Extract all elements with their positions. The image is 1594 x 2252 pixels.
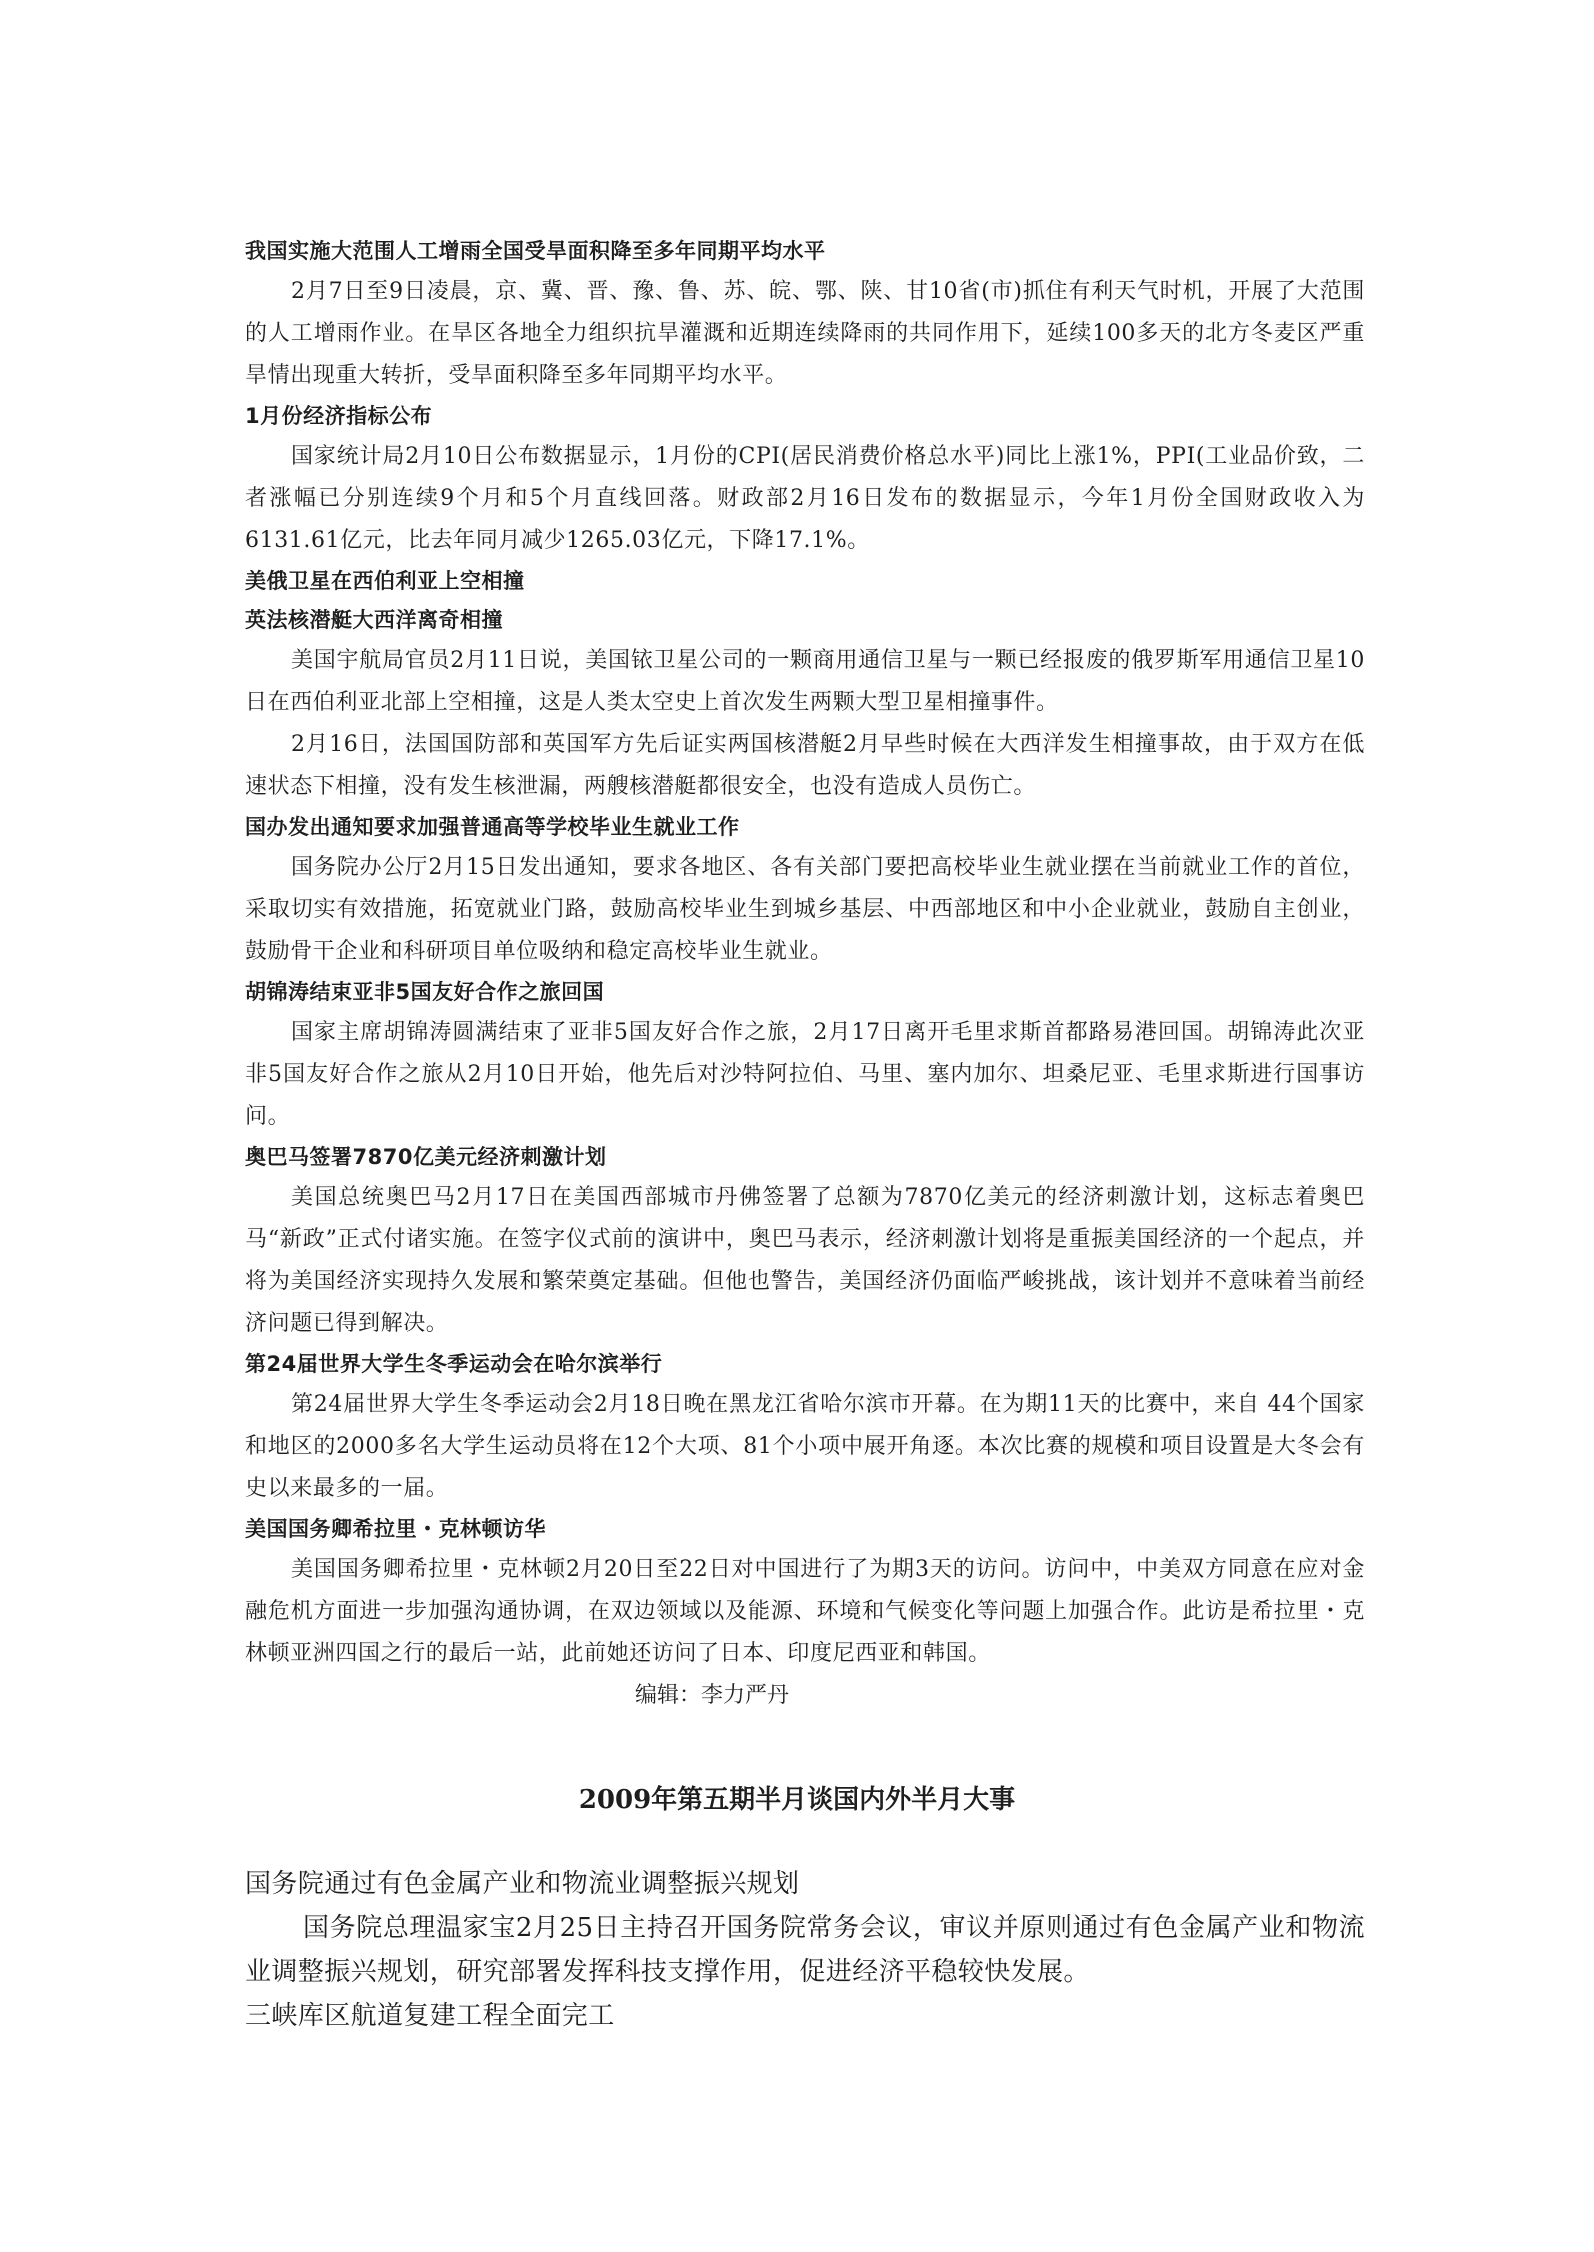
article-paragraph: 国务院办公厅2月15日发出通知，要求各地区、各有关部门要把高校毕业生就业摆在当前就业工作的首位，采取切实有效措施，拓宽就业门路，鼓励高校毕业生到城乡基层、中西部地区和中小企业就业，鼓励自主创业，鼓励骨干企业和科研项目单位吸纳和稳定高校毕业生就业。 <box>245 855 1365 964</box>
article-title: 第24届世界大学生冬季运动会在哈尔滨举行 <box>245 1352 663 1376</box>
article-title: 美国国务卿希拉里・克林顿访华 <box>245 1517 546 1541</box>
article-paragraph: 2月7日至9日凌晨，京、冀、晋、豫、鲁、苏、皖、鄂、陕、甘10省(市)抓住有利天气时机，开展了大范围的人工增雨作业。在旱区各地全力组织抗旱灌溉和近期连续降雨的共同作用下，延续100多天的北方冬麦区严重旱情出现重大转折，受旱面积降至多年同期平均水平。 <box>245 279 1365 388</box>
article-title: 国务院通过有色金属产业和物流业调整振兴规划 <box>245 1869 800 1899</box>
article-title: 三峡库区航道复建工程全面完工 <box>245 2001 615 2031</box>
article-paragraph: 美国国务卿希拉里・克林顿2月20日至22日对中国进行了为期3天的访问。访问中，中美双方同意在应对金融危机方面进一步加强沟通协调，在双边领域以及能源、环境和气候变化等问题上加强合作。此访是希拉里・克林顿亚洲四国之行的最后一站，此前她还访问了日本、印度尼西亚和韩国。 <box>245 1557 1365 1666</box>
article-title: 国办发出通知要求加强普通高等学校毕业生就业工作 <box>245 815 740 839</box>
article-paragraph: 第24届世界大学生冬季运动会2月18日晚在黑龙江省哈尔滨市开幕。在为期11天的比赛中，来自 44个国家和地区的2000多名大学生运动员将在12个大项、81个小项中展开角逐。本次比赛的规模和项目设置是大冬会有史以来最多的一届。 <box>245 1392 1365 1501</box>
article-title: 1月份经济指标公布 <box>245 404 433 428</box>
article-paragraph: 2月16日，法国国防部和英国军方先后证实两国核潜艇2月早些时候在大西洋发生相撞事故，由于双方在低速状态下相撞，没有发生核泄漏，两艘核潜艇都很安全，也没有造成人员伤亡。 <box>245 732 1365 799</box>
news-digest <box>245 232 1365 1717</box>
article-paragraph: 国家主席胡锦涛圆满结束了亚非5国友好合作之旅，2月17日离开毛里求斯首都路易港回国。胡锦涛此次亚非5国友好合作之旅从2月10日开始，他先后对沙特阿拉伯、马里、塞内加尔、坦桑尼亚、毛里求斯进行国事访问。 <box>245 1020 1365 1129</box>
article-paragraph: 国家统计局2月10日公布数据显示，1月份的CPI(居民消费价格总水平)同比上涨1%，PPI(工业品价致，二者涨幅已分别连续9个月和5个月直线回落。财政部2月16日发布的数据显示，今年1月份全国财政收入为6131.61亿元，比去年同月减少1265.03亿元，下降17.1%。 <box>245 444 1365 553</box>
article-title: 胡锦涛结束亚非5国友好合作之旅回国 <box>245 980 605 1004</box>
article-paragraph: 美国总统奥巴马2月17日在美国西部城市丹佛签署了总额为7870亿美元的经济刺激计划，这标志着奥巴马“新政”正式付诸实施。在签字仪式前的演讲中，奥巴马表示，经济刺激计划将是重振美国经济的一个起点，并将为美国经济实现持久发展和繁荣奠定基础。但他也警告，美国经济仍面临严峻挑战，该计划并不意味着当前经济问题已得到解决。 <box>245 1185 1365 1336</box>
issue-title: 2009年第五期半月谈国内外半月大事 <box>578 1785 1016 1815</box>
article-title: 我国实施大范围人工增雨全国受旱面积降至多年同期平均水平 <box>245 239 826 263</box>
article-title: 奥巴马签署7870亿美元经济刺激计划 <box>245 1145 607 1169</box>
article-title: 英法核潜艇大西洋离奇相撞 <box>245 608 503 632</box>
article-paragraph: 国务院总理温家宝2月25日主持召开国务院常务会议，审议并原则通过有色金属产业和物流业调整振兴规划，研究部署发挥科技支撑作用，促进经济平稳较快发展。 <box>245 1913 1365 1987</box>
next-issue-section <box>245 1862 1365 2038</box>
article-paragraph: 美国宇航局官员2月11日说，美国铱卫星公司的一颗商用通信卫星与一颗已经报废的俄罗斯军用通信卫星10日在西伯利亚北部上空相撞，这是人类太空史上首次发生两颗大型卫星相撞事件。 <box>245 648 1365 715</box>
article-title: 美俄卫星在西伯利亚上空相撞 <box>245 569 525 593</box>
editor-credit: 编辑：李力严丹 <box>635 1683 790 1708</box>
